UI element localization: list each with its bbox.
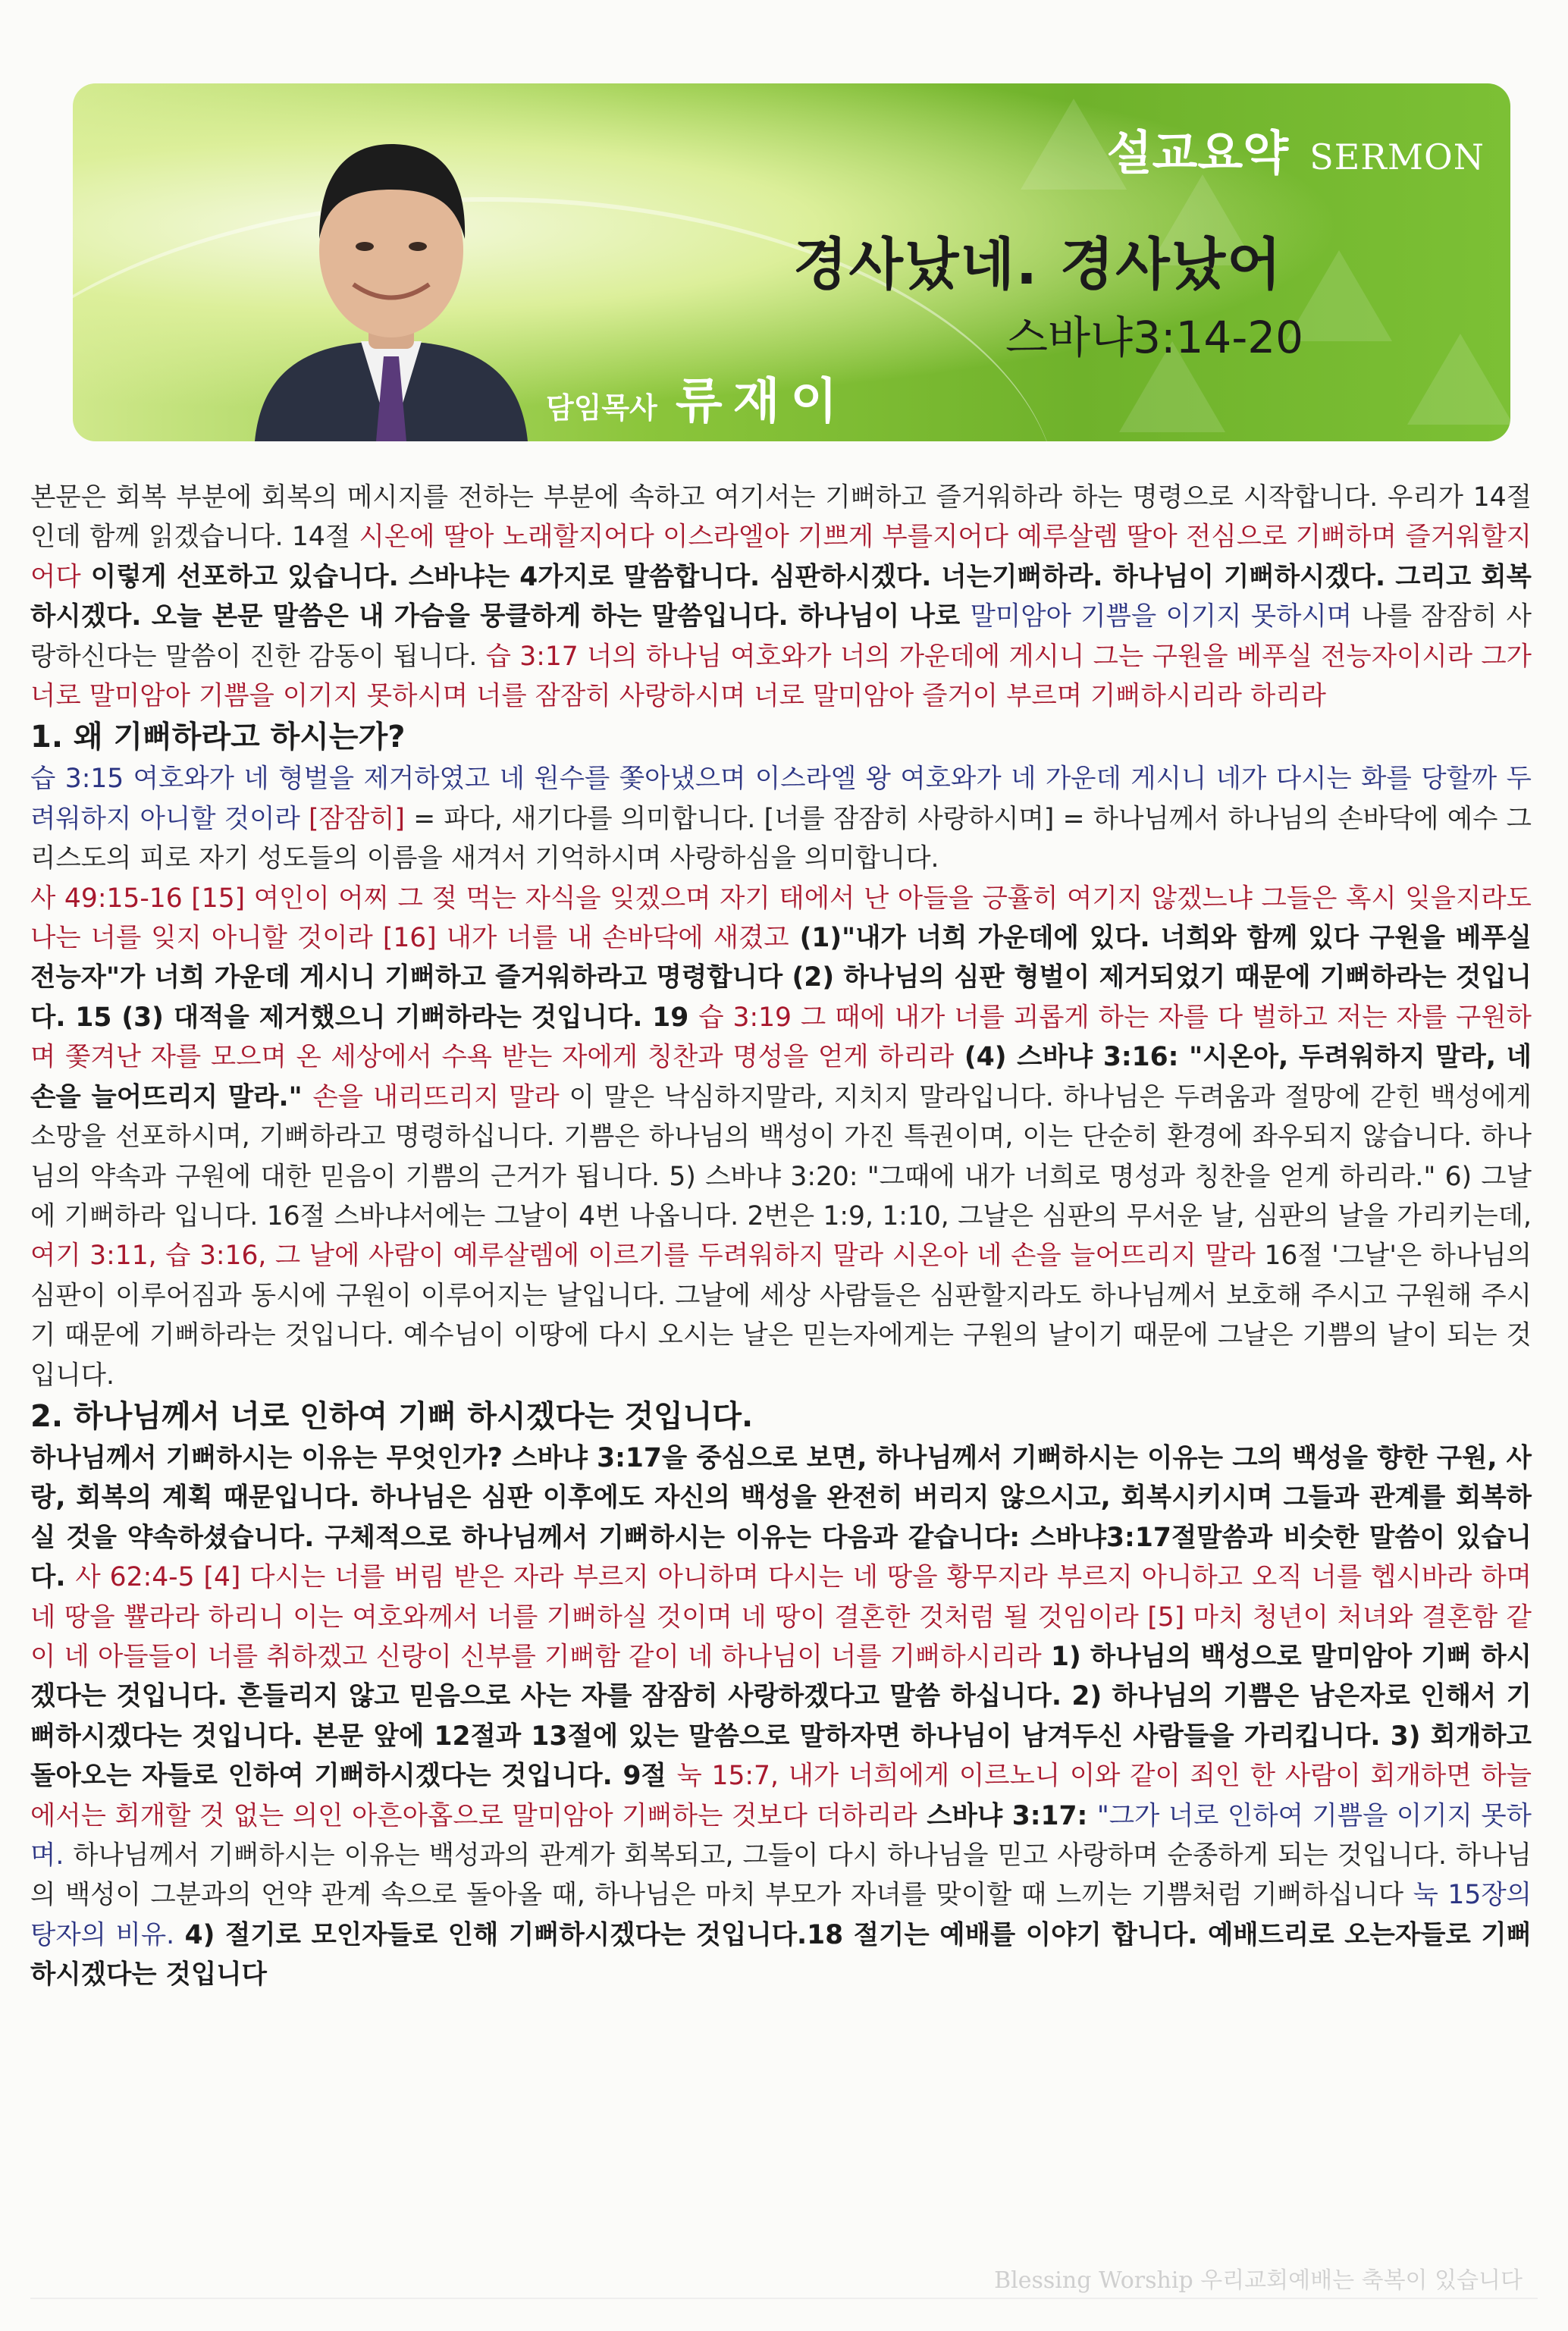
body-text: (1)"내가 너희 가운데에 있다. 너희와 함께 있다 구원을 베푸실 전능자"가 너희 가운데 게시니 기뻐하고 즐거워하라고 명령합니다 (2) 하나님의 심판 형벌이 제거되었기 때문에 기뻐하라는 것입니다. 15 (3) 대적을 제거했으니 기뻐하라는 것입니다. 19 [30, 923, 1532, 1033]
scripture-quote: 사 62:4-5 [4] 다시는 너를 버림 받은 자라 부르지 아니하며 다시는 네 땅을 황무지라 부르지 아니하고 오직 너를 헵시바라 하며 네 땅을 쁄라라 하리니 이는 여호와께서 너를 기뻐하실 것이며 네 땅이 결혼한 것처럼 될 것임이라 [5] 마치 청년이 처녀와 결혼함 같이 네 아들들이 너를 취하겠고 신랑이 신부를 기뻐함 같이 네 하나님이 너를 기뻐하시리라 [30, 1562, 1532, 1672]
banner-triangle-decoration [1407, 334, 1510, 425]
body-text: 이 말은 낙심하지말라, 지치지 말라입니다. 하나님은 두려움과 절망에 갇힌 백성에게 소망을 선포하시며, 기뻐하라고 명령하십니다. 기쁨은 하나님의 백성이 가진 특권이며, 이는 단순히 환경에 좌우되지 않습니다. 하나님의 약속과 구원에 대한 믿음이 기쁨의 근거가 됩니다. 5) 스바냐 3:20: "그때에 내가 너희로 명성과 칭찬을 얻게 하리라." 6) 그날에 기뻐하라 입니다. 16절 스바냐서에는 그날이 4번 나옵니다. 2번은 1:9, 1:10, 그날은 심판의 무서운 날, 심판의 날을 가리키는데, [30, 1081, 1532, 1231]
sermon-banner [73, 83, 1510, 441]
section-1-paragraph [30, 759, 1532, 878]
pastor-photo [247, 114, 535, 441]
highlighted-text: 말미암아 기쁨을 이기지 못하시며 [970, 601, 1353, 632]
body-text: 본문은 회복 부분에 회복의 메시지를 전하는 부분에 속하고 여기서는 기뻐하고 즐거워하라 하는 명령으로 시작합니다. 우리가 14절인데 함께 읽겠습니다. 14절 [30, 482, 1532, 553]
scripture-reference: 스바냐3:14-20 [1005, 312, 1304, 363]
sermon-body [30, 478, 1532, 1995]
scripture-quote: 사 49:15-16 [15] 여인이 어찌 그 젖 먹는 자식을 잊겠으며 자기 태에서 난 아들을 긍휼히 여기지 않겠느냐 그들은 혹시 잊을지라도 나는 너를 잊지 아니할 것이라 [16] 내가 너를 내 손바닥에 새겼고 [30, 883, 1532, 954]
highlighted-text: [잠잠히] [299, 803, 405, 834]
scripture-quote: 습 3:17 너의 하나님 여호와가 너의 가운데에 게시니 그는 구원을 베푸실 전능자이시라 그가 너로 말미암아 기쁨을 이기지 못하시며 너를 잠잠히 사랑하시며 너로 말미암아 즐거이 부르며 기뻐하시리라 하리라 [30, 641, 1532, 712]
section-heading-1: 1. 왜 기뻐하라고 하시는가? [30, 720, 406, 755]
scripture-quote: 눅 15:7, 내가 너희에게 이르노니 이와 같이 죄인 한 사람이 회개하면 하늘에서는 회개할 것 없는 의인 아흔아홉으로 말미암아 기뻐하는 것보다 더하리라 [30, 1761, 1532, 1831]
page-footer: Blessing Worship 우리교회예배는 축복이 있습니다 [994, 2267, 1523, 2294]
intro-paragraph [30, 478, 1532, 716]
highlighted-text: "그가 너로 인하여 기쁨을 이기지 못하며. [30, 1800, 1532, 1871]
scripture-quote: 습 3:15 여호와가 네 형벌을 제거하였고 네 원수를 쫓아냈으며 이스라엘 왕 여호와가 네 가운데 게시니 네가 다시는 화를 당할까 두려워하지 아니할 것이라 [30, 764, 1532, 834]
footer-rule [30, 2298, 1538, 2299]
body-text: 4) 절기로 모인자들로 인해 기뻐하시겠다는 것입니다.18 절기는 예배를 이야기 합니다. 예배드리로 오는자들로 기뻐 하시겠다는 것입니다 [30, 1919, 1532, 1991]
pastor-name: 류재이 [675, 374, 848, 430]
body-text: 이렇게 선포하고 있습니다. 스바냐는 4가지로 말씀합니다. 심판하시겠다. 너는기뻐하라. 하나님이 기뻐하시겠다. 그리고 회복하시겠다. 오늘 본문 말씀은 내 가슴을 뭉클하게 하는 말씀입니다. 하나님이 나로 [30, 561, 1532, 632]
sermon-tag [1107, 115, 1485, 183]
body-text: (4) 스바냐 3:16: "시온아, 두려워하지 말라, 네 손을 늘어뜨리지 말라." [30, 1042, 1532, 1112]
pastor-credit [546, 362, 848, 432]
body-text: 16절 '그날'은 하나님의 심판이 이루어짐과 동시에 구원이 이루어지는 날입니다. 그날에 세상 사람들은 심판할지라도 하나님께서 보호해 주시고 구원해 주시기 때문에 기뻐하라는 것입니다. 예수님이 이땅에 다시 오시는 날은 믿는자에게는 구원의 날이기 때문에 그날은 기쁨의 날이 되는 것입니다. [30, 1241, 1532, 1391]
sermon-label-korean: 설교요약 [1106, 125, 1289, 180]
section-heading-2: 2. 하나님께서 너로 인하여 기뻐 하시겠다는 것입니다. [30, 1398, 754, 1434]
scripture-quote: 시온에 딸아 노래할지어다 이스라엘아 기쁘게 부를지어다 예루살렘 딸아 전심으로 기뻐하며 즐거워할지어다 [30, 522, 1532, 592]
sermon-label-english: SERMON [1309, 136, 1485, 177]
body-text: 하나님께서 기뻐하시는 이유는 백성과의 관계가 회복되고, 그들이 다시 하나님을 믿고 사랑하며 순종하게 되는 것입니다. 하나님의 백성이 그분과의 언약 관계 속으로 돌아올 때, 하나님은 마치 부모가 자녀를 맞이할 때 느끼는 기쁨처럼 기뻐하십니다 [30, 1840, 1532, 1911]
pastor-role: 담임목사 [546, 391, 657, 425]
highlighted-text: 손을 내리뜨리지 말라 [312, 1081, 560, 1112]
body-text: 나를 잠잠히 사랑하신다는 말씀이 진한 감동이 됩니다. [30, 601, 1532, 672]
body-text: = 파다, 새기다를 의미합니다. [너를 잠잠히 사랑하시며] = 하나님께서 하나님의 손바닥에 예수 그리스도의 피로 자기 성도들의 이름을 새겨서 기억하시며 사랑하심을 의미합니다. [30, 803, 1532, 874]
sermon-title: 경사났네. 경사났어 [793, 232, 1283, 297]
body-text: 스바냐 3:17: [917, 1800, 1097, 1831]
scripture-quote: 여기 3:11, 습 3:16, 그 날에 사람이 예루살렘에 이르기를 두려워하지 말라 시온아 네 손을 늘어뜨리지 말라 [30, 1241, 1256, 1272]
scripture-quote: 습 3:19 그 때에 내가 너를 괴롭게 하는 자를 다 벌하고 저는 자를 구원하며 쫓겨난 자를 모으며 온 세상에서 수욕 받는 자에게 칭찬과 명성을 얻게 하리라 [30, 1002, 1532, 1073]
body-text: 하나님께서 기뻐하시는 이유는 무엇인가? 스바냐 3:17을 중심으로 보면, 하나님께서 기뻐하시는 이유는 그의 백성을 향한 구원, 사랑, 회복의 계획 때문입니다. 하나님은 심판 이후에도 자신의 백성을 완전히 버리지 않으시고, 회복시키시며 그들과 관계를 회복하실 것을 약속하셨습니다. 구체적으로 하나님께서 기뻐하시는 이유는 다음과 같습니다: 스바냐3:17절말씀과 비슷한 말씀이 있습니다. [30, 1442, 1532, 1593]
section-1-paragraph [30, 879, 1532, 1395]
section-2-paragraph [30, 1438, 1532, 1995]
highlighted-text: 눅 15장의 탕자의 비유. [30, 1880, 1532, 1950]
body-text: 1) 하나님의 백성으로 말미암아 기뻐 하시겠다는 것입니다. 흔들리지 않고 믿음으로 사는 자를 잠잠히 사랑하겠다고 말씀 하십니다. 2) 하나님의 기쁨은 남은자로 인해서 기뻐하시겠다는 것입니다. 본문 앞에 12절과 13절에 있는 말씀으로 말하자면 하나님이 남겨두신 사람들을 가리킵니다. 3) 회개하고 돌아오는 자들로 인하여 기뻐하시겠다는 것입니다. 9절 [30, 1641, 1532, 1792]
